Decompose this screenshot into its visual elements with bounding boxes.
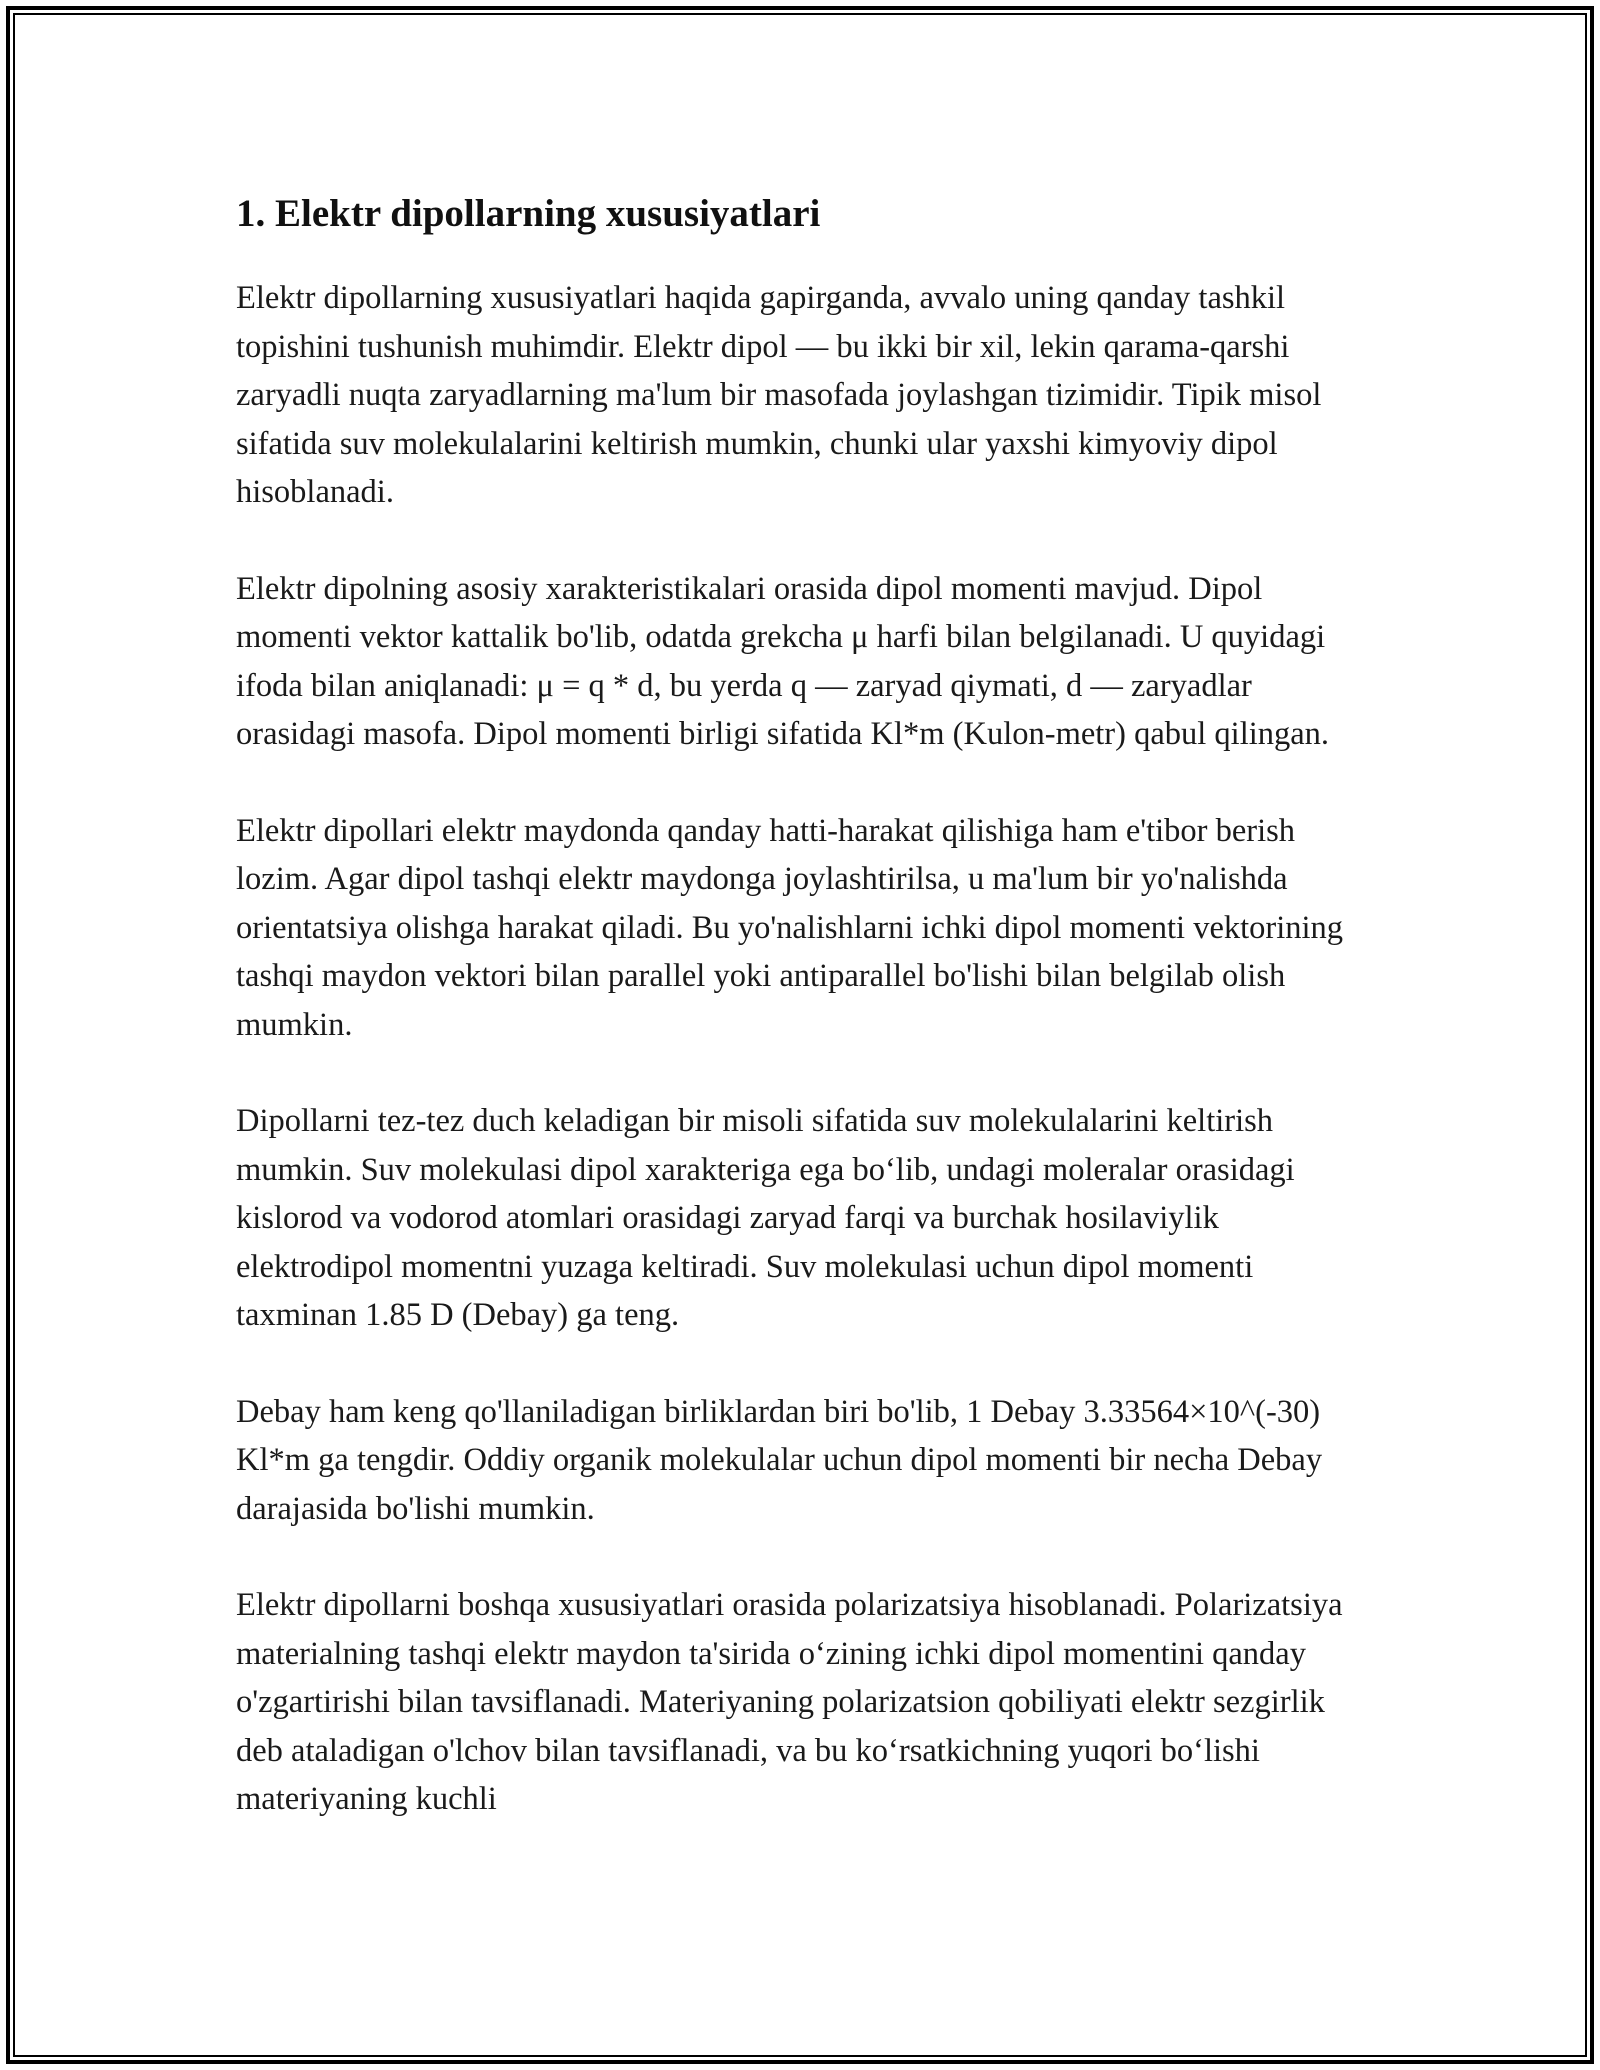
paragraph-6: Elektr dipollarni boshqa xususiyatlari orasida polarizatsiya hisoblanadi. Polarizatsiya materialning tashqi elektr maydon ta'sirida o‘zining ichki dipol momentini qanday o'zgartirishi bilan tavsiflanadi. Materiyaning polarizatsion qobiliyati elektr sezgirlik deb ataladigan o'lchov bilan tavsiflanadi, va bu ko‘rsatkichning yuqori bo‘lishi materiyaning kuchli [236,1587,1343,1817]
section-heading: 1. Elektr dipollarning xususiyatlari [236,192,821,235]
document-body [236,188,1371,1872]
paragraph-4: Dipollarni tez-tez duch keladigan bir misoli sifatida suv molekulalarini keltirish mumkin. Suv molekulasi dipol xarakteriga ega bo‘lib, undagi moleralar orasidagi kislorod va vodorod atomlari orasidagi zaryad farqi va burchak hosilaviylik elektrodipol momentni yuzaga keltiradi. Suv molekulasi uchun dipol momenti taxminan 1.85 D (Debay) ga teng. [236,1103,1295,1333]
paragraph-1: Elektr dipollarning xususiyatlari haqida gapirganda, avvalo uning qanday tashkil topishini tushunish muhimdir. Elektr dipol — bu ikki bir xil, lekin qarama-qarshi zaryadli nuqta zaryadlarning ma'lum bir masofada joylashgan tizimidir. Tipik misol sifatida suv molekulalarini keltirish mumkin, chunki ular yaxshi kimyoviy dipol hisoblanadi. [236,280,1322,510]
paragraph-5: Debay ham keng qo'llaniladigan birliklardan biri bo'lib, 1 Debay 3.33564×10^(-30) Kl*m ga tengdir. Oddiy organik molekulalar uchun dipol momenti bir necha Debay darajasida bo'lishi mumkin. [236,1393,1323,1527]
paragraph-2: Elektr dipolning asosiy xarakteristikalari orasida dipol momenti mavjud. Dipol momenti vektor kattalik bo'lib, odatda grekcha μ harfi bilan belgilanadi. U quyidagi ifoda bilan aniqlanadi: μ = q * d, bu yerda q — zaryad qiymati, d — zaryadlar orasidagi masofa. Dipol momenti birligi sifatida Kl*m (Kulon-metr) qabul qilingan. [236,570,1330,752]
paragraph-3: Elektr dipollari elektr maydonda qanday hatti-harakat qilishiga ham e'tibor berish lozim. Agar dipol tashqi elektr maydonga joylashtirilsa, u ma'lum bir yo'nalishda orientatsiya olishga harakat qiladi. Bu yo'nalishlarni ichki dipol momenti vektorining tashqi maydon vektori bilan parallel yoki antiparallel bo'lishi bilan belgilab olish mumkin. [236,812,1344,1043]
